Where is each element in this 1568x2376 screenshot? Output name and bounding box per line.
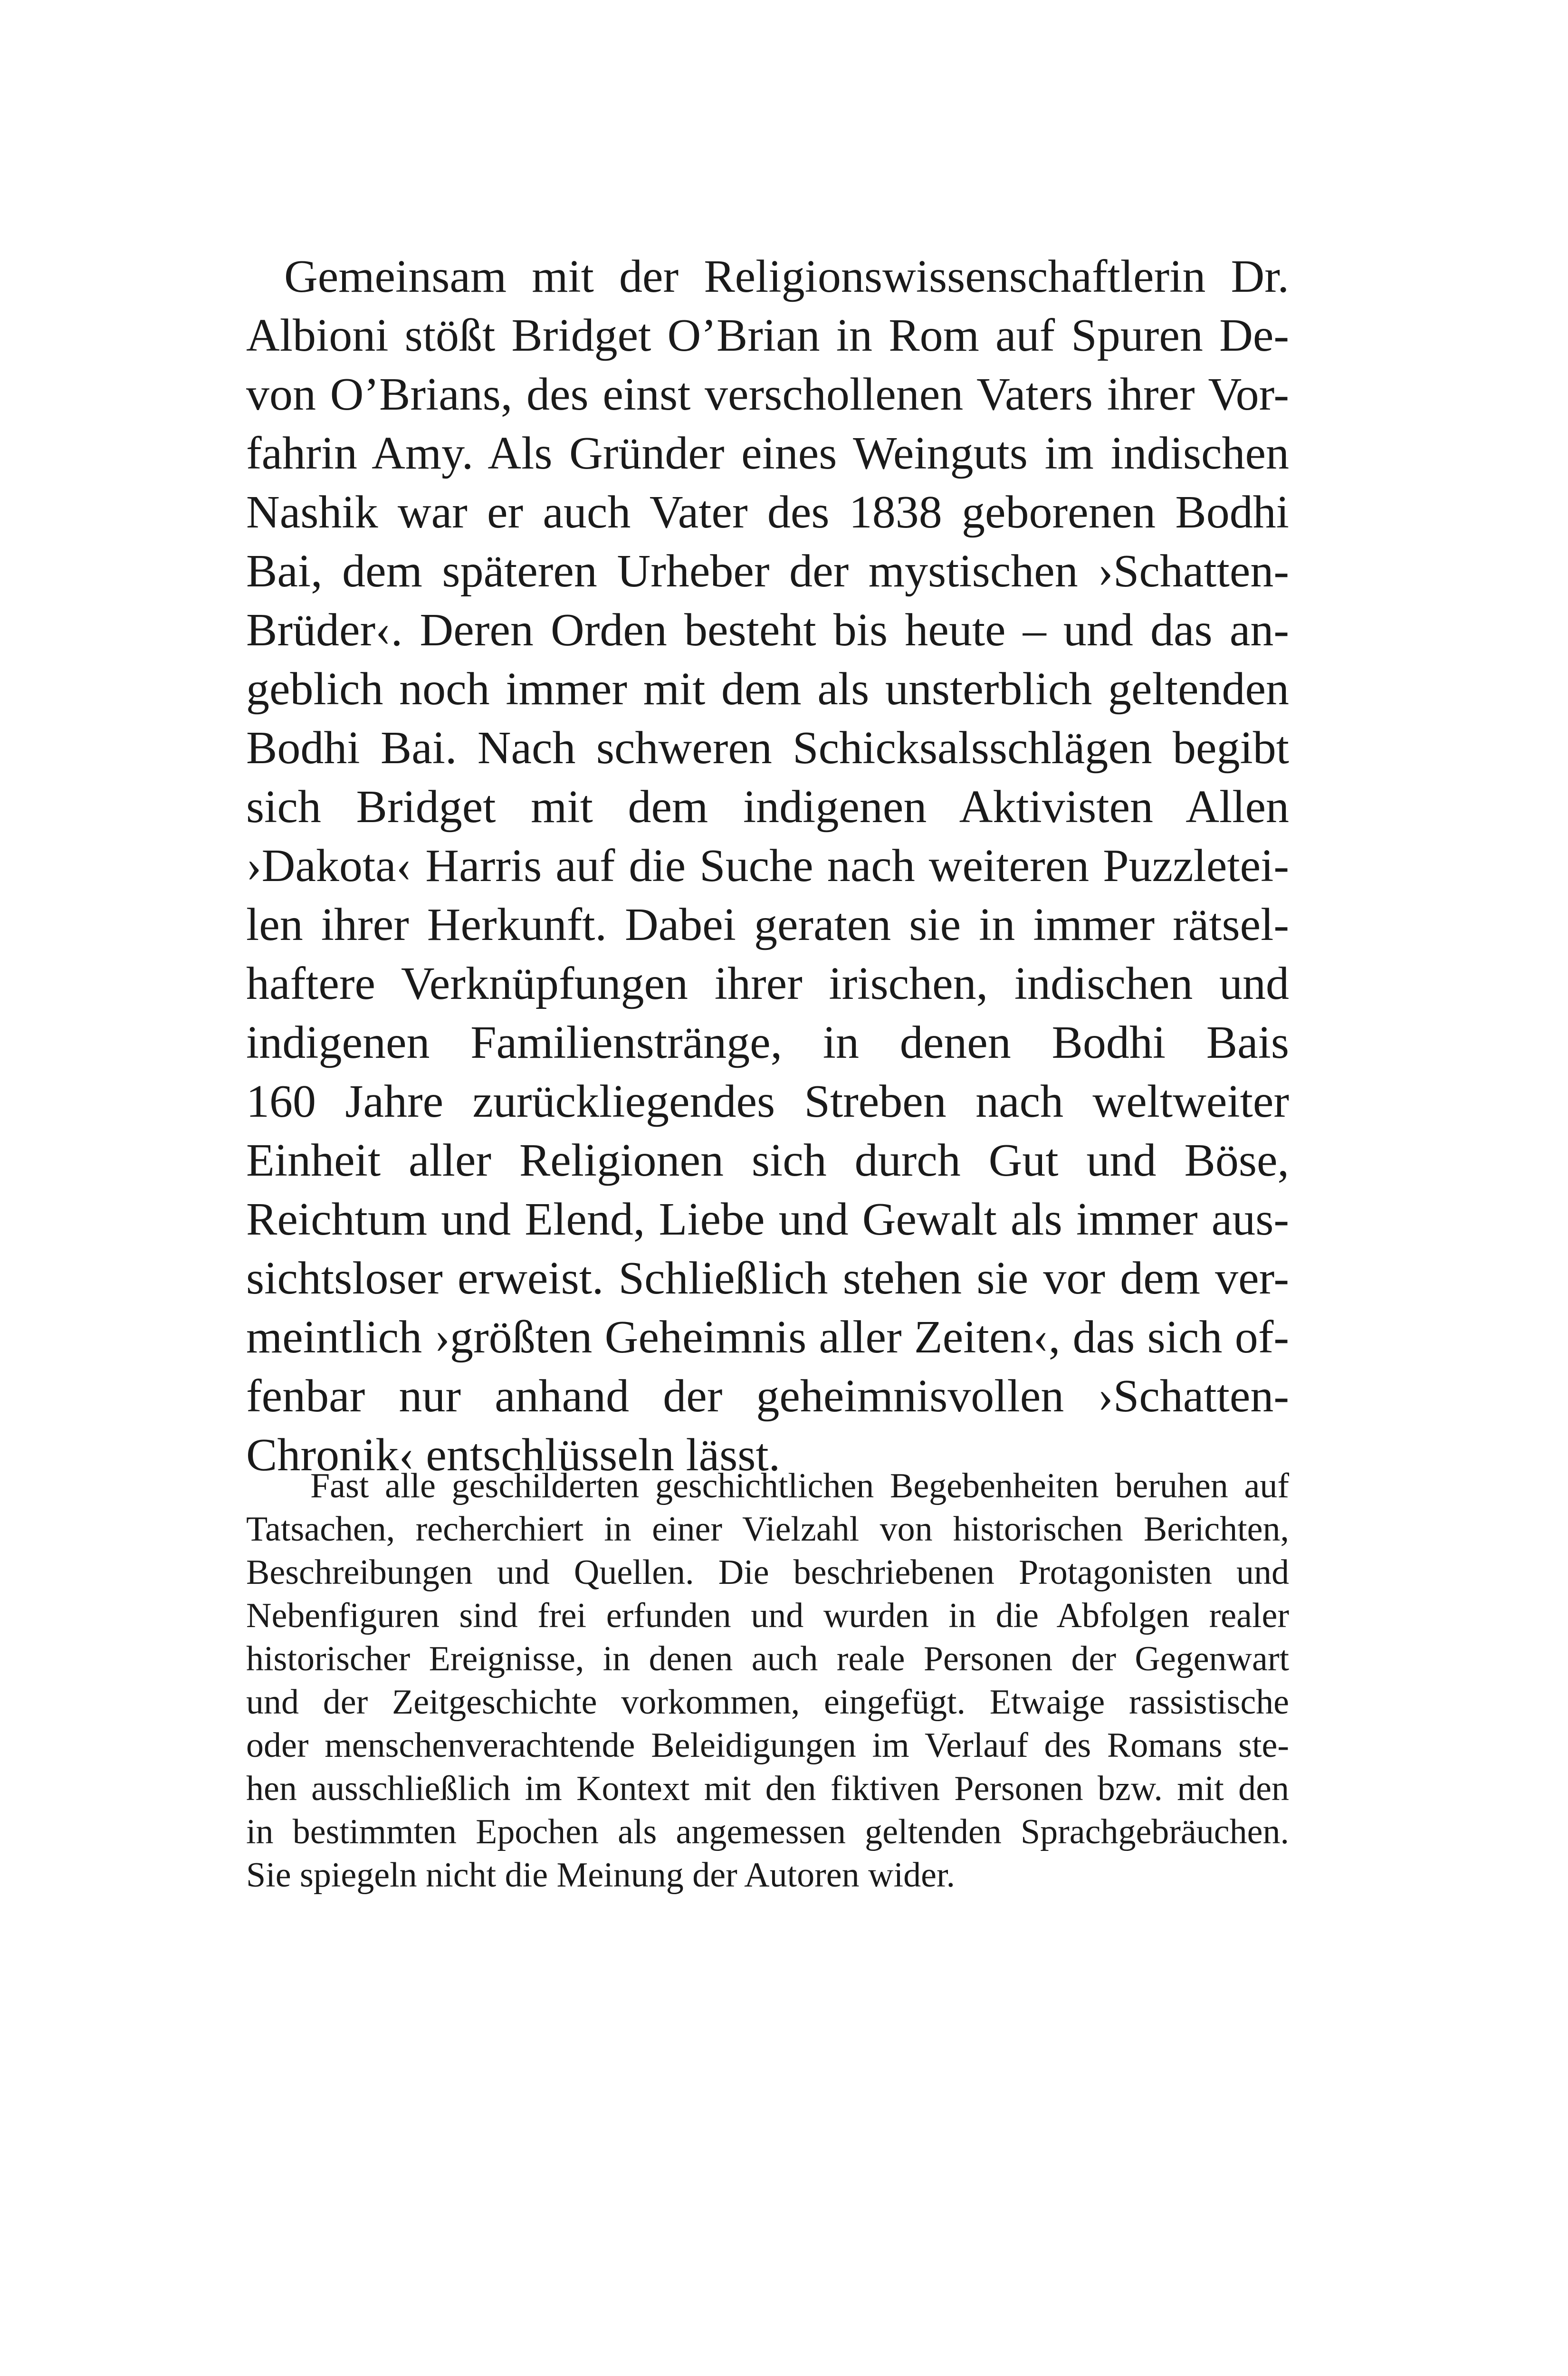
synopsis-line: len ihrer Herkunft. Dabei geraten sie in immer rätsel- <box>246 899 1290 950</box>
synopsis-line: Bai, dem späteren Urheber der mystischen ›Schatten- <box>246 546 1290 597</box>
disclaimer-line: historischer Ereignisse, in denen auch reale Personen der Gegenwart <box>246 1639 1290 1678</box>
synopsis-line: von O’Brians, des einst verschollenen Vaters ihrer Vor- <box>246 369 1289 420</box>
synopsis-line: Nashik war er auch Vater des 1838 geborenen Bodhi <box>246 487 1290 538</box>
synopsis-line: indigenen Familienstränge, in denen Bodhi Bais <box>246 1017 1289 1068</box>
synopsis-line: 160 Jahre zurückliegendes Streben nach weltweiter <box>246 1076 1290 1127</box>
disclaimer-paragraph <box>246 1465 1289 1897</box>
synopsis-line: ›Dakota‹ Harris auf die Suche nach weiteren Puzzletei- <box>246 840 1289 891</box>
synopsis-line: Albioni stößt Bridget O’Brian in Rom auf Spuren De- <box>246 310 1289 361</box>
synopsis-line: Gemeinsam mit der Religionswissenschaftlerin Dr. <box>284 251 1289 302</box>
disclaimer-line: in bestimmten Epochen als angemessen geltenden Sprachgebräuchen. <box>246 1812 1289 1851</box>
synopsis-line: fahrin Amy. Als Gründer eines Weinguts im indischen <box>246 428 1290 479</box>
disclaimer-line: oder menschenverachtende Beleidigungen im Verlauf des Romans ste- <box>246 1726 1290 1765</box>
synopsis-line: geblich noch immer mit dem als unsterblich geltenden <box>246 663 1289 715</box>
synopsis-line: sichtsloser erweist. Schließlich stehen sie vor dem ver- <box>246 1253 1289 1304</box>
disclaimer-line: Fast alle geschilderten geschichtlichen Begebenheiten beruhen auf <box>310 1466 1290 1505</box>
synopsis-line: Chronik‹ entschlüsseln lässt. <box>246 1429 781 1481</box>
synopsis-line: fenbar nur anhand der geheimnisvollen ›Schatten- <box>246 1370 1290 1422</box>
disclaimer-line: Tatsachen, recherchiert in einer Vielzahl von historischen Berichten, <box>246 1510 1290 1549</box>
synopsis-line: haftere Verknüpfungen ihrer irischen, indischen und <box>246 958 1289 1009</box>
synopsis-line: Bodhi Bai. Nach schweren Schicksalsschlägen begibt <box>246 722 1289 774</box>
synopsis-line: Reichtum und Elend, Liebe und Gewalt als immer aus- <box>246 1194 1290 1245</box>
synopsis-line: Einheit aller Religionen sich durch Gut und Böse, <box>246 1135 1289 1186</box>
synopsis-line: Brüder‹. Deren Orden besteht bis heute – und das an- <box>246 604 1289 656</box>
synopsis-line: meintlich ›größten Geheimnis aller Zeiten‹, das sich of- <box>246 1312 1289 1363</box>
disclaimer-line: hen ausschließlich im Kontext mit den fiktiven Personen bzw. mit den <box>246 1769 1289 1808</box>
disclaimer-line: Beschreibungen und Quellen. Die beschriebenen Protagonisten und <box>246 1553 1289 1592</box>
synopsis-line: sich Bridget mit dem indigenen Aktivisten Allen <box>246 781 1289 833</box>
disclaimer-line: Sie spiegeln nicht die Meinung der Autoren wider. <box>246 1856 956 1895</box>
disclaimer-line: Nebenfiguren sind frei erfunden und wurden in die Abfolgen realer <box>246 1596 1290 1635</box>
synopsis-paragraph <box>246 247 1289 1485</box>
disclaimer-line: und der Zeitgeschichte vorkommen, eingefügt. Etwaige rassistische <box>246 1683 1290 1722</box>
